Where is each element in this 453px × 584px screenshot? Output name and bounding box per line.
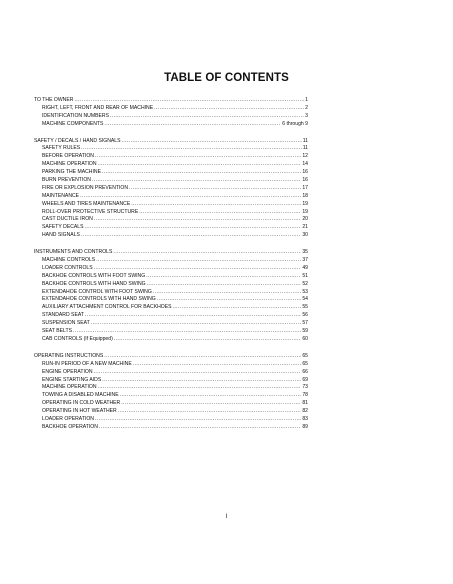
toc-entry-label: CAST DUCTILE IRON xyxy=(42,216,93,223)
toc-entry xyxy=(34,424,308,432)
dot-leader xyxy=(121,400,301,408)
toc-entry-page: 81 xyxy=(302,400,308,407)
toc-entry-page: 65 xyxy=(302,352,308,359)
toc-entry xyxy=(34,224,308,232)
dot-leader xyxy=(104,121,281,129)
toc-section-heading xyxy=(34,353,308,361)
toc-section xyxy=(34,249,308,344)
toc-entry-page: 51 xyxy=(302,272,308,279)
toc-entry-page: 11 xyxy=(302,145,308,152)
dot-leader xyxy=(94,216,301,224)
toc-entry-label: EXTENDAHOE CONTROLS WITH HAND SWING xyxy=(42,296,156,303)
dot-leader xyxy=(157,296,302,304)
toc-entry-label: MACHINE CONTROLS xyxy=(42,257,96,264)
table-of-contents xyxy=(34,97,308,441)
toc-entry-page: 30 xyxy=(302,232,308,239)
dot-leader xyxy=(102,377,301,385)
toc-entry xyxy=(34,320,308,328)
dot-leader xyxy=(81,145,302,153)
dot-leader xyxy=(95,416,301,424)
dot-leader xyxy=(95,153,301,161)
page-number: I xyxy=(225,514,228,520)
toc-entry-page: 59 xyxy=(302,328,308,335)
toc-section-heading xyxy=(34,138,308,146)
dot-leader xyxy=(74,97,304,105)
toc-entry-page: 55 xyxy=(302,304,308,311)
toc-entry-page: 16 xyxy=(302,177,308,184)
toc-entry-label: LOADER CONTROLS xyxy=(42,264,93,271)
toc-entry-label: SUSPENSION SEAT xyxy=(42,320,90,327)
toc-entry-label: RUN-IN PERIOD OF A NEW MACHINE xyxy=(42,360,132,367)
toc-entry-label: PARKING THE MACHINE xyxy=(42,169,101,176)
dot-leader xyxy=(94,265,302,273)
toc-entry-label: TOWING A DISABLED MACHINE xyxy=(42,392,119,399)
toc-entry-label: MACHINE OPERATION xyxy=(42,384,97,391)
toc-entry-page: 82 xyxy=(302,408,308,415)
toc-entry-page: 19 xyxy=(302,200,308,207)
toc-entry xyxy=(34,312,308,320)
toc-entry xyxy=(34,281,308,289)
toc-section xyxy=(34,138,308,241)
toc-entry-label: BACKHOE CONTROLS WITH HAND SWING xyxy=(42,280,146,287)
toc-entry-page: 73 xyxy=(302,384,308,391)
toc-entry-label: HAND SIGNALS xyxy=(42,232,80,239)
toc-entry-label: TO THE OWNER xyxy=(34,97,74,103)
toc-entry-label: BACKHOE CONTROLS WITH FOOT SWING xyxy=(42,272,146,279)
toc-entry xyxy=(34,153,308,161)
toc-entry xyxy=(34,289,308,297)
toc-entry-page: 1 xyxy=(305,97,308,103)
toc-entry-page: 54 xyxy=(302,296,308,303)
toc-entry-page: 37 xyxy=(302,257,308,264)
dot-leader xyxy=(104,353,301,361)
toc-entry-page: 19 xyxy=(302,208,308,215)
toc-entry-label: MACHINE OPERATION xyxy=(42,161,97,168)
dot-leader xyxy=(154,105,304,113)
toc-entry-label: ENGINE OPERATION xyxy=(42,368,93,375)
toc-entry-page: 17 xyxy=(302,184,308,191)
toc-entry xyxy=(34,328,308,336)
toc-entry xyxy=(34,161,308,169)
toc-entry-page: 21 xyxy=(302,224,308,231)
dot-leader xyxy=(85,312,301,320)
toc-entry-label: MACHINE COMPONENTS xyxy=(42,120,104,127)
toc-entry-label: AUXILIARY ATTACHMENT CONTROL FOR BACKHOES xyxy=(42,304,172,311)
toc-entry xyxy=(34,216,308,224)
toc-entry-page: 89 xyxy=(302,423,308,430)
dot-leader xyxy=(98,384,302,392)
toc-entry xyxy=(34,201,308,209)
toc-entry-page: 83 xyxy=(302,415,308,422)
toc-entry xyxy=(34,145,308,153)
toc-entry-label: OPERATING INSTRUCTIONS xyxy=(34,352,104,359)
toc-entry-label: OPERATING IN COLD WEATHER xyxy=(42,400,121,407)
toc-entry-page: 2 xyxy=(305,104,308,111)
toc-entry-page: 52 xyxy=(302,280,308,287)
toc-entry xyxy=(34,369,308,377)
toc-entry-label: SEAT BELTS xyxy=(42,328,73,335)
dot-leader xyxy=(129,185,301,193)
dot-leader xyxy=(99,424,301,432)
toc-entry xyxy=(34,193,308,201)
dot-leader xyxy=(94,369,302,377)
toc-entry-page: 56 xyxy=(302,312,308,319)
toc-entry-page: 16 xyxy=(302,169,308,176)
toc-entry-page: 11 xyxy=(302,137,308,144)
toc-entry xyxy=(34,384,308,392)
toc-section xyxy=(34,353,308,432)
toc-entry-label: SAFETY DECALS xyxy=(42,224,84,231)
toc-entry-page: 12 xyxy=(302,153,308,160)
toc-entry-label: BACKHOE OPERATION xyxy=(42,423,98,430)
toc-entry xyxy=(34,400,308,408)
toc-entry-page: 20 xyxy=(302,216,308,223)
toc-entry-page: 65 xyxy=(302,360,308,367)
toc-entry xyxy=(34,265,308,273)
toc-entry xyxy=(34,209,308,217)
toc-entry-label: BURN PREVENTION xyxy=(42,177,91,184)
toc-entry-label: SAFETY RULES xyxy=(42,145,81,152)
dot-leader xyxy=(80,193,301,201)
toc-entry-page: 3 xyxy=(305,112,308,119)
toc-entry-label: MAINTENANCE xyxy=(42,192,80,199)
dot-leader xyxy=(85,224,302,232)
toc-entry-label: OPERATING IN HOT WEATHER xyxy=(42,408,117,415)
toc-section-heading xyxy=(34,249,308,257)
dot-leader xyxy=(133,361,302,369)
dot-leader xyxy=(81,232,301,240)
dot-leader xyxy=(147,281,302,289)
toc-entry xyxy=(34,185,308,193)
dot-leader xyxy=(92,177,301,185)
toc-entry-label: IDENTIFICATION NUMBERS xyxy=(42,112,109,119)
toc-entry-page: 78 xyxy=(302,392,308,399)
toc-entry xyxy=(34,273,308,281)
dot-leader xyxy=(91,320,302,328)
dot-leader xyxy=(110,113,304,121)
toc-entry xyxy=(34,169,308,177)
toc-entry-page: 69 xyxy=(302,376,308,383)
toc-entry xyxy=(34,392,308,400)
dot-leader xyxy=(102,169,301,177)
toc-entry-page: 18 xyxy=(302,192,308,199)
dot-leader xyxy=(96,257,301,265)
toc-entry xyxy=(34,304,308,312)
toc-entry xyxy=(34,105,308,113)
dot-leader xyxy=(131,201,301,209)
dot-leader xyxy=(114,336,302,344)
toc-entry-label: INSTRUMENTS AND CONTROLS xyxy=(34,249,113,256)
toc-entry-page: 60 xyxy=(302,335,308,342)
toc-entry-page: 66 xyxy=(302,368,308,375)
dot-leader xyxy=(98,161,302,169)
dot-leader xyxy=(120,392,302,400)
toc-entry-page: 53 xyxy=(302,288,308,295)
toc-entry xyxy=(34,113,308,121)
toc-entry-label: FIRE OR EXPLOSION PREVENTION xyxy=(42,184,129,191)
dot-leader xyxy=(122,138,302,146)
dot-leader xyxy=(139,209,301,217)
toc-entry-page: 57 xyxy=(302,320,308,327)
dot-leader xyxy=(153,289,302,297)
dot-leader xyxy=(146,273,301,281)
toc-section-heading xyxy=(34,97,308,105)
dot-leader xyxy=(173,304,302,312)
toc-section xyxy=(34,97,308,129)
toc-entry xyxy=(34,377,308,385)
toc-entry xyxy=(34,257,308,265)
toc-entry xyxy=(34,121,308,129)
toc-entry xyxy=(34,408,308,416)
dot-leader xyxy=(118,408,302,416)
dot-leader xyxy=(73,328,301,336)
toc-entry-label: BEFORE OPERATION xyxy=(42,153,94,160)
toc-entry-label: WHEELS AND TIRES MAINTENANCE xyxy=(42,200,131,207)
toc-entry-page: 6 through 9 xyxy=(282,120,308,127)
toc-entry-label: RIGHT, LEFT, FRONT AND REAR OF MACHINE xyxy=(42,104,154,111)
page-title: TABLE OF CONTENTS xyxy=(164,72,289,84)
toc-entry xyxy=(34,416,308,424)
toc-entry-label: CAB CONTROLS (If Equipped) xyxy=(42,335,113,342)
toc-entry xyxy=(34,361,308,369)
toc-entry xyxy=(34,296,308,304)
toc-entry-label: STANDARD SEAT xyxy=(42,312,84,319)
toc-entry-label: ROLL-OVER PROTECTIVE STRUCTURE xyxy=(42,208,139,215)
toc-entry-page: 14 xyxy=(302,161,308,168)
toc-entry xyxy=(34,232,308,240)
toc-entry xyxy=(34,336,308,344)
toc-entry-label: LOADER OPERATION xyxy=(42,415,94,422)
toc-entry xyxy=(34,177,308,185)
toc-entry-label: SAFETY / DECALS / HAND SIGNALS xyxy=(34,137,121,144)
toc-entry-page: 35 xyxy=(302,249,308,256)
toc-entry-label: ENGINE STARTING AIDS xyxy=(42,376,102,383)
toc-entry-label: EXTENDAHOE CONTROL WITH FOOT SWING xyxy=(42,288,152,295)
dot-leader xyxy=(113,249,301,257)
toc-entry-page: 49 xyxy=(302,264,308,271)
